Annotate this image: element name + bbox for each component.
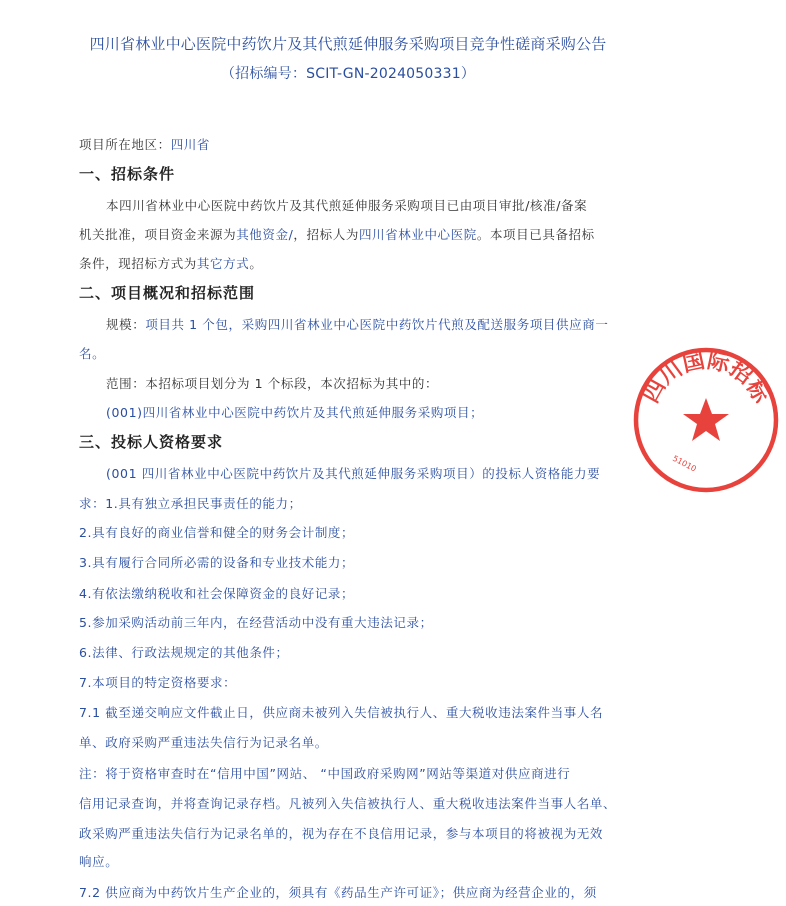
item-7-1-line-1: 7.1 截至递交响应文件截止日，供应商未被列入失信被执行人、重大税收违法案件当事人名 (79, 705, 604, 720)
note-line-2: 信用记录查询，并将查询记录存档。凡被列入失信被执行人、重大税收违法案件当事人名单、 (79, 796, 617, 811)
fund-source: 其他资金/ (236, 227, 294, 242)
qualification-intro-2: 求：1.具有独立承担民事责任的能力； (79, 496, 302, 511)
qualification-item: 4.有依法缴纳税收和社会保障资金的良好记录； (79, 586, 355, 601)
location-line (79, 135, 210, 153)
qualification-item: 3.具有履行合同所必需的设备和专业技术能力； (79, 555, 355, 570)
page-title: 四川省林业中心医院中药饮片及其代煎延伸服务采购项目竞争性磋商采购公告 (89, 35, 607, 53)
official-seal (626, 340, 786, 500)
conditions-text: 机关批准，项目资金来源为 (79, 227, 237, 242)
section-heading-overview: 二、项目概况和招标范围 (79, 284, 256, 302)
qualification-item: 7.本项目的特定资格要求： (79, 675, 237, 690)
item-7-2-line-1: 7.2 供应商为中药饮片生产企业的，须具有《药品生产许可证》；供应商为经营企业的，须 (79, 885, 597, 900)
note-line-1: 注：将于资格审查时在“信用中国”网站、 “中国政府采购网”网站等渠道对供应商进行 (79, 766, 571, 781)
note-line-3: 政采购严重违法失信行为记录名单的，视为存在不良信用记录，参与本项目的将被视为无效 (79, 826, 604, 841)
conditions-line-1 (106, 196, 587, 214)
qualification-item: 2.具有良好的商业信誉和健全的财务会计制度； (79, 525, 355, 540)
section-heading-conditions: 一、招标条件 (79, 165, 176, 183)
conditions-text: 。本项目已具备招标 (476, 227, 595, 242)
tender-number: （招标编号：SCIT-GN-2024050331） (220, 66, 476, 82)
conditions-line-3 (79, 254, 262, 272)
tenderer-name: 四川省林业中心医院 (358, 227, 477, 242)
seal-star-icon (683, 398, 729, 441)
scale-text: 项目共 1 个包，采购四川省林业中心医院中药饮片代煎及配送服务项目供应商一 (145, 317, 609, 332)
conditions-text: ，招标人为 (293, 227, 359, 242)
qualification-item: 6.法律、行政法规规定的其他条件； (79, 645, 289, 660)
scale-label: 规模： (106, 317, 146, 332)
conditions-text: 。 (249, 256, 263, 271)
conditions-line-2 (79, 225, 595, 243)
conditions-text: 条件，现招标方式为 (79, 256, 197, 271)
seal-text: 四川国际招标 (638, 348, 774, 408)
tender-method: 其它方式 (196, 256, 250, 271)
location-value: 四川省 (170, 137, 211, 152)
range-line: 范围：本招标项目划分为 1 个标段，本次招标为其中的： (106, 376, 439, 391)
conditions-text: 本四川省林业中心医院中药饮片及其代煎延伸服务采购项目已由项目审批/核准/备案 (106, 198, 588, 213)
seal-number: 51010 (671, 453, 698, 474)
location-label: 项目所在地区： (79, 137, 171, 152)
qualification-item: 5.参加采购活动前三年内，在经营活动中没有重大违法记录； (79, 615, 433, 630)
lot-line: (001)四川省林业中心医院中药饮片及其代煎延伸服务采购项目； (106, 405, 484, 420)
section-heading-qualification: 三、投标人资格要求 (79, 433, 224, 451)
scale-line-1 (106, 315, 608, 333)
note-line-4: 响应。 (79, 854, 119, 869)
scale-line-2: 名。 (79, 346, 106, 361)
qualification-intro-1: (001 四川省林业中心医院中药饮片及其代煎延伸服务采购项目）的投标人资格能力要 (106, 466, 601, 481)
item-7-1-line-2: 单、政府采购严重违法失信行为记录名单。 (79, 735, 328, 750)
